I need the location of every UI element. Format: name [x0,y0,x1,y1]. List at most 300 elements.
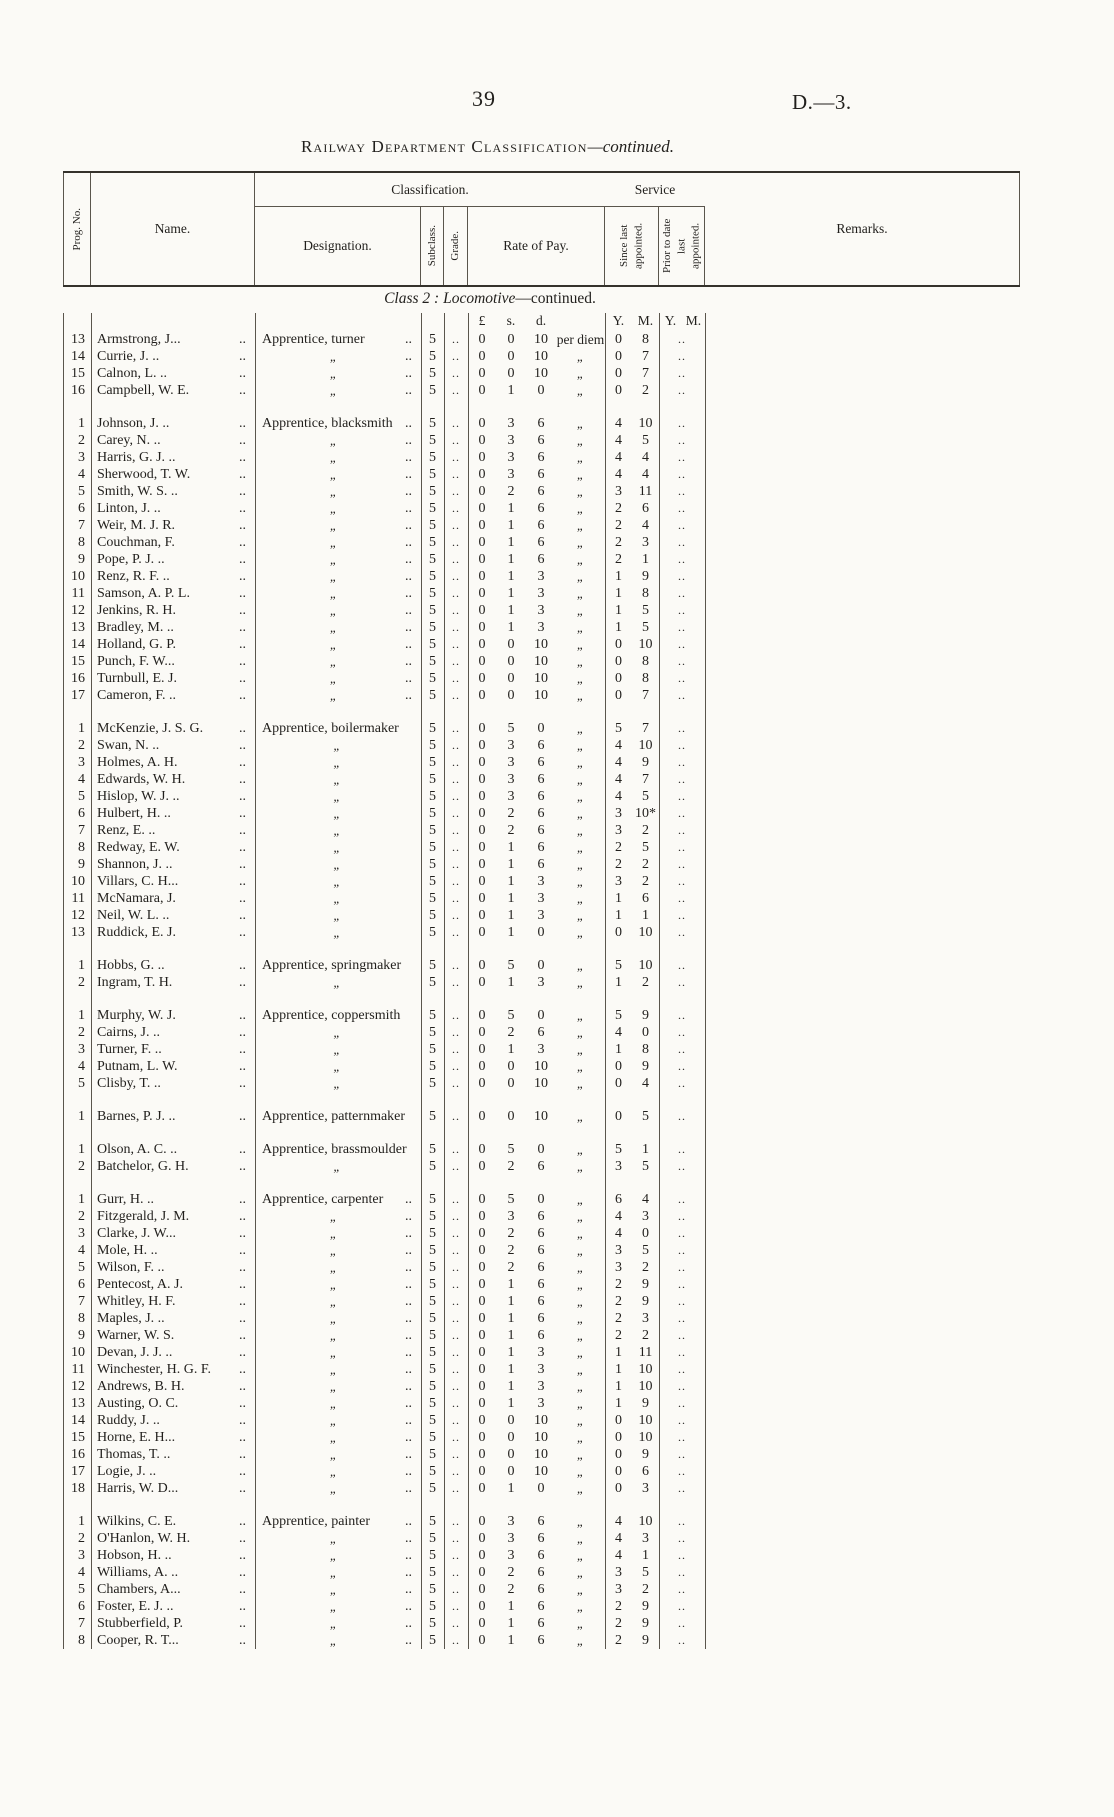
rate-of-pay-cell [468,1378,605,1395]
subclass-cell: 5 [429,1109,436,1124]
remarks-cell [705,1024,1020,1041]
subclass-cell: 5 [429,569,436,584]
designation-cell [255,754,421,771]
table-row [63,1429,1020,1446]
dot-leader: .. [405,603,412,618]
name-text: Cooper, R. T... [97,1633,179,1648]
since-months: 3 [642,1531,649,1546]
remarks-cell [705,1158,1020,1175]
ditto-mark: „ [329,366,338,381]
ditto-mark: „ [329,349,338,364]
since-appointed-cell [605,1344,659,1361]
pay-pence: 6 [537,823,545,838]
name-cell [91,1615,255,1632]
dot-leader: .. [239,874,246,889]
table-row [63,687,1020,704]
since-months: 10 [638,637,653,652]
table-row [63,1075,1020,1092]
name-cell [91,1108,255,1125]
dot-leader: .. [405,569,412,584]
since-appointed-cell [605,1581,659,1598]
prog-no-cell: 13 [71,1396,85,1411]
name-cell [91,670,255,687]
name-text: Gurr, H. .. [97,1192,154,1207]
dot-leader: .. [239,1582,246,1597]
pay-pounds: 0 [478,806,486,821]
remarks-cell [705,873,1020,890]
remarks-cell [705,805,1020,822]
dot-leader: .. [405,1464,412,1479]
dot-leader: .. [405,586,412,601]
since-appointed-cell [605,1208,659,1225]
since-months: 9 [642,569,649,584]
since-months: 5 [642,603,649,618]
ditto-mark: „ [329,1260,338,1275]
dot-leader: .. [239,637,246,652]
prior-appointed-cell: .. [678,1277,686,1291]
dot-leader: .. [239,891,246,906]
since-months: 9 [642,1059,649,1074]
name-text: Smith, W. S. .. [97,484,178,499]
dot-leader: .. [239,823,246,838]
since-appointed-cell [605,1412,659,1429]
pay-pounds: 0 [478,1362,486,1377]
rate-of-pay-cell [468,483,605,500]
pay-pounds: 0 [478,416,486,431]
remarks-cell [705,1598,1020,1615]
pay-shillings: 5 [507,1192,515,1207]
pay-note: „ [576,671,585,686]
pay-pence: 3 [537,1345,545,1360]
ditto-mark: „ [329,1548,338,1563]
pay-pounds: 0 [478,1413,486,1428]
ditto-mark: „ [329,1209,338,1224]
name-text: Holmes, A. H. [97,755,178,770]
remarks-cell [705,907,1020,924]
since-appointed-cell [605,1242,659,1259]
table-row [63,1564,1020,1581]
since-months: 7 [642,366,649,381]
subclass-cell: 5 [429,1243,436,1258]
rate-of-pay-cell [468,1446,605,1463]
group-gap [63,1092,1020,1108]
name-text: Edwards, W. H. [97,772,186,787]
prog-no-cell: 1 [78,1514,85,1529]
designation-cell [255,1242,421,1259]
since-months: 10 [638,1430,653,1445]
remarks-cell [705,331,1020,348]
since-months: 2 [642,383,649,398]
prior-appointed-cell: .. [678,1226,686,1240]
since-months: 2 [642,975,649,990]
remarks-cell [705,1242,1020,1259]
grade-cell: .. [452,958,460,972]
pay-pence: 6 [537,1159,545,1174]
dot-leader: .. [405,654,412,669]
pay-pounds: 0 [478,1226,486,1241]
pay-pence: 6 [537,1025,545,1040]
subclass-cell: 5 [429,501,436,516]
designation-text: Apprentice, brassmoulder [262,1142,407,1157]
name-cell [91,1378,255,1395]
prog-no-cell: 3 [78,1548,85,1563]
pay-pounds: 0 [478,1633,486,1648]
since-years: 0 [615,332,622,347]
since-appointed-cell [605,839,659,856]
rate-of-pay-cell [468,1276,605,1293]
subclass-cell: 5 [429,654,436,669]
rate-of-pay-cell [468,1041,605,1058]
dot-leader: .. [239,1599,246,1614]
pay-pounds: 0 [478,688,486,703]
since-appointed-cell [605,1632,659,1649]
pay-note: „ [576,1633,585,1648]
ditto-mark: „ [329,1531,338,1546]
table-row [63,737,1020,754]
pay-pence: 6 [537,789,545,804]
name-text: Sherwood, T. W. [97,467,191,482]
grade-cell: .. [452,1328,460,1342]
rate-of-pay-cell [468,1141,605,1158]
subclass-cell: 5 [429,1042,436,1057]
since-years: 0 [615,654,622,669]
since-months: 5 [642,1109,649,1124]
designation-text: Apprentice, boilermaker [262,721,399,736]
grade-cell: .. [452,1345,460,1359]
table-row [63,415,1020,432]
pay-pence: 10 [534,1076,548,1091]
table-row [63,1208,1020,1225]
remarks-cell [705,822,1020,839]
since-months: 8 [642,1042,649,1057]
name-text: Calnon, L. .. [97,366,167,381]
pay-shillings: 1 [507,1294,515,1309]
since-years: 5 [615,1008,622,1023]
prog-no-cell: 15 [71,1430,85,1445]
subclass-cell: 5 [429,857,436,872]
name-cell [91,449,255,466]
pay-note: „ [576,586,585,601]
pay-note: „ [576,688,585,703]
pay-pounds: 0 [478,738,486,753]
pay-pounds: 0 [478,958,486,973]
prog-no-cell: 2 [78,1209,85,1224]
designation-cell [255,873,421,890]
pay-note: „ [576,569,585,584]
name-cell [91,1024,255,1041]
since-months: 7 [642,688,649,703]
table-row [63,856,1020,873]
prior-appointed-cell: .. [678,1209,686,1223]
pay-pounds: 0 [478,1514,486,1529]
rate-of-pay-cell [468,1158,605,1175]
since-months: 5 [642,840,649,855]
pay-pounds: 0 [478,857,486,872]
prior-appointed-cell: .. [678,552,686,566]
rate-of-pay-cell [468,551,605,568]
name-cell [91,1041,255,1058]
name-cell [91,1007,255,1024]
pay-shillings: 1 [507,891,515,906]
name-cell [91,1293,255,1310]
name-text: Andrews, B. H. [97,1379,185,1394]
name-text: Williams, A. .. [97,1565,179,1580]
remarks-cell [705,687,1020,704]
ditto-mark: „ [329,383,338,398]
grade-cell: .. [452,1514,460,1528]
designation-cell [255,1480,421,1497]
subclass-cell: 5 [429,840,436,855]
prior-appointed-cell: .. [678,1413,686,1427]
name-text: Pope, P. J. .. [97,552,165,567]
dot-leader: .. [405,1311,412,1326]
dot-leader: .. [239,975,246,990]
pay-pounds: 0 [478,721,486,736]
pay-pence: 10 [534,688,548,703]
since-appointed-cell [605,1225,659,1242]
name-cell [91,974,255,991]
pay-pounds: 0 [478,332,486,347]
name-cell [91,1412,255,1429]
dot-leader: .. [239,1328,246,1343]
remarks-cell [705,568,1020,585]
prog-no-cell: 10 [71,569,85,584]
prog-no-cell: 5 [78,484,85,499]
rate-of-pay-cell [468,805,605,822]
rate-of-pay-cell [468,1480,605,1497]
grade-cell: .. [452,755,460,769]
pay-pounds: 0 [478,1109,486,1124]
pay-pence: 6 [537,518,545,533]
pay-note: „ [576,772,585,787]
since-months: 8 [642,654,649,669]
prior-appointed-cell: .. [678,1548,686,1562]
prior-appointed-cell: .. [678,806,686,820]
since-years: 1 [615,975,622,990]
prior-appointed-cell: .. [678,366,686,380]
prog-no-cell: 8 [78,1633,85,1648]
name-text: Punch, F. W... [97,654,175,669]
prog-no-cell: 2 [78,975,85,990]
name-cell [91,1141,255,1158]
name-cell [91,1598,255,1615]
pay-note: „ [576,908,585,923]
designation-cell [255,636,421,653]
since-years: 0 [615,1430,622,1445]
pay-pence: 6 [537,1599,545,1614]
pay-shillings: 1 [507,501,515,516]
dot-leader: .. [239,1277,246,1292]
prior-appointed-cell: .. [678,721,686,735]
prior-appointed-cell: .. [678,450,686,464]
since-years: 1 [615,1345,622,1360]
prog-no-cell: 12 [71,1379,85,1394]
pay-pence: 3 [537,620,545,635]
pay-shillings: 1 [507,1396,515,1411]
prior-appointed-cell: .. [678,1260,686,1274]
dot-leader: .. [239,1008,246,1023]
prog-no-cell: 8 [78,1311,85,1326]
pay-note: „ [576,789,585,804]
dot-leader: .. [405,501,412,516]
grade-cell: .. [452,1192,460,1206]
since-years: 4 [615,1209,622,1224]
prior-appointed-cell: .. [678,823,686,837]
name-cell [91,466,255,483]
since-years: 1 [615,1362,622,1377]
since-months: 1 [642,552,649,567]
pay-pence: 6 [537,1514,545,1529]
prog-no-cell: 4 [78,1059,85,1074]
prior-appointed-cell: .. [678,1447,686,1461]
designation-cell [255,822,421,839]
prior-appointed-cell: .. [678,383,686,397]
name-text: Whitley, H. F. [97,1294,176,1309]
table-row [63,1058,1020,1075]
since-months: 9 [642,1599,649,1614]
dot-leader: .. [239,1192,246,1207]
pay-pounds: 0 [478,1548,486,1563]
since-years: 4 [615,433,622,448]
table-row [63,619,1020,636]
header-service: Service [605,173,705,207]
pay-pence: 6 [537,806,545,821]
pay-pence: 6 [537,1548,545,1563]
pay-note: „ [576,1548,585,1563]
prior-appointed-cell: .. [678,1633,686,1647]
subclass-cell: 5 [429,1514,436,1529]
since-months: 5 [642,789,649,804]
pay-pounds: 0 [478,908,486,923]
name-cell [91,788,255,805]
pay-pounds: 0 [478,654,486,669]
rate-of-pay-cell [468,1530,605,1547]
header-since-appointed: Since last appointed. [605,207,659,285]
pay-pounds: 0 [478,925,486,940]
designation-cell [255,1208,421,1225]
dot-leader: .. [239,1464,246,1479]
prior-appointed-cell: .. [678,891,686,905]
pay-note: „ [576,654,585,669]
rate-of-pay-cell [468,449,605,466]
designation-cell [255,1463,421,1480]
pay-shillings: 1 [507,603,515,618]
pay-pounds: 0 [478,1042,486,1057]
subclass-cell: 5 [429,620,436,635]
name-cell [91,1564,255,1581]
pay-pence: 3 [537,908,545,923]
remarks-cell [705,1581,1020,1598]
pay-pence: 6 [537,1243,545,1258]
since-months: 10 [638,738,653,753]
grade-cell: .. [452,823,460,837]
prior-appointed-cell: .. [678,1328,686,1342]
prog-no-cell: 1 [78,1192,85,1207]
pay-shillings: 1 [507,925,515,940]
since-appointed-cell [605,856,659,873]
name-text: Devan, J. J. .. [97,1345,173,1360]
since-appointed-cell [605,653,659,670]
pay-shillings: 2 [507,1025,515,1040]
since-appointed-cell [605,551,659,568]
grade-cell: .. [452,1260,460,1274]
pay-note: „ [576,721,585,736]
name-cell [91,1310,255,1327]
page-number: 39 [472,86,496,111]
since-appointed-cell [605,1041,659,1058]
prog-no-cell: 13 [71,925,85,940]
table-row [63,1191,1020,1208]
pay-pence: 6 [537,1226,545,1241]
pay-pounds: 0 [478,1008,486,1023]
prog-no-cell: 5 [78,1260,85,1275]
prior-appointed-cell: .. [678,501,686,515]
rate-of-pay-cell [468,636,605,653]
pay-pence: 6 [537,1311,545,1326]
pay-pounds: 0 [478,349,486,364]
pay-pence: 6 [537,1328,545,1343]
since-appointed-cell [605,1293,659,1310]
name-text: Armstrong, J... [97,332,181,347]
name-cell [91,1361,255,1378]
prior-appointed-cell: .. [678,416,686,430]
since-years: 4 [615,416,622,431]
subclass-cell: 5 [429,1277,436,1292]
remarks-cell [705,1191,1020,1208]
since-months: 6 [642,891,649,906]
rate-of-pay-cell [468,1259,605,1276]
pay-pence: 6 [537,1565,545,1580]
grade-cell: .. [452,1008,460,1022]
pay-pence: 3 [537,891,545,906]
group-gap [63,399,1020,415]
prior-appointed-cell: .. [678,1025,686,1039]
header-name: Name. [91,173,255,285]
since-years: 2 [615,501,622,516]
name-text: Harris, G. J. .. [97,450,176,465]
subclass-cell: 5 [429,1447,436,1462]
table-row [63,551,1020,568]
name-cell [91,1395,255,1412]
ditto-mark: „ [333,1025,341,1040]
table-row [63,974,1020,991]
table-row [63,1480,1020,1497]
since-years: 3 [615,1565,622,1580]
pay-pounds: 0 [478,874,486,889]
pay-pence: 0 [537,925,545,940]
designation-text: Apprentice, painter [262,1514,371,1529]
name-cell [91,331,255,348]
prior-appointed-cell: .. [678,1379,686,1393]
subclass-cell: 5 [429,925,436,940]
since-months: 11 [638,1345,653,1360]
since-months: 7 [642,772,649,787]
grade-cell: .. [452,552,460,566]
since-years: 0 [615,1076,622,1091]
pay-shillings: 0 [507,654,515,669]
prog-no-cell: 3 [78,1042,85,1057]
pay-note: „ [576,1379,585,1394]
name-text: Hislop, W. J. .. [97,789,180,804]
name-text: Pentecost, A. J. [97,1277,183,1292]
subclass-cell: 5 [429,1464,436,1479]
since-years: 4 [615,738,622,753]
pay-pounds: 0 [478,1447,486,1462]
pay-shillings: 5 [507,1008,515,1023]
name-text: Renz, E. .. [97,823,156,838]
designation-cell [255,907,421,924]
dot-leader: .. [239,349,246,364]
